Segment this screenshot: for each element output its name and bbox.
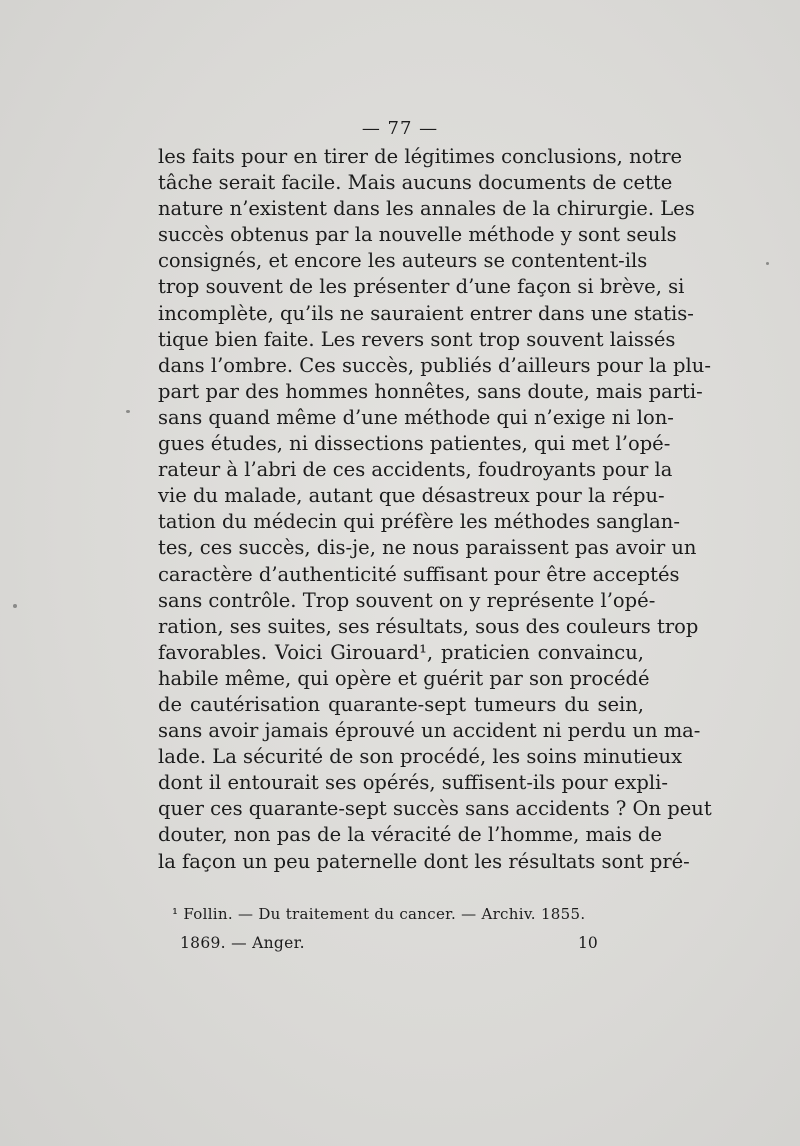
text-line: douter, non pas de la véracité de l’homme, mais de: [158, 823, 663, 847]
text-line: de cautérisation quarante-sept tumeurs du sein,: [158, 692, 644, 716]
text-line: incomplète, qu’ils ne sauraient entrer dans une statis-: [158, 301, 694, 325]
text-line: la façon un peu paternelle dont les résultats sont pré-: [158, 849, 690, 873]
text-line: trop souvent de les présenter d’une façon si brève, si: [158, 275, 685, 299]
text-line: sans contrôle. Trop souvent on y représente l’opé-: [158, 588, 656, 612]
paper-speck: [126, 410, 130, 413]
text-line: lade. La sécurité de son procédé, les soins minutieux: [158, 745, 683, 769]
page-number: — 77 —: [361, 118, 439, 139]
text-line: vie du malade, autant que désastreux pour la répu-: [158, 484, 665, 508]
text-line: sans quand même d’une méthode qui n’exige ni lon-: [158, 405, 674, 429]
text-line: tation du médecin qui préfère les méthodes sanglan-: [158, 510, 680, 534]
text-line: favorables. Voici Girouard¹, praticien convaincu,: [158, 640, 644, 664]
text-line: gues études, ni dissections patientes, qui met l’opé-: [158, 432, 671, 456]
text-line: part par des hommes honnêtes, sans doute, mais parti-: [158, 379, 703, 403]
footnote: ¹ Follin. — Du traitement du cancer. — Archiv. 1855.: [172, 905, 586, 923]
paper-speck: [13, 604, 17, 608]
body-text: [158, 144, 712, 875]
text-line: habile même, qui opère et guérit par son procédé: [158, 666, 650, 690]
signature-number: 10: [578, 934, 598, 952]
text-line: rateur à l’abri de ces accidents, foudroyants pour la: [158, 458, 673, 482]
text-line: succès obtenus par la nouvelle méthode y sont seuls: [158, 223, 677, 247]
text-line: caractère d’authenticité suffisant pour être acceptés: [158, 562, 680, 586]
text-line: tes, ces succès, dis-je, ne nous paraissent pas avoir un: [158, 536, 697, 560]
text-line: quer ces quarante-sept succès sans accidents ? On peut: [158, 797, 712, 821]
paper-speck: [766, 262, 769, 265]
text-line: les faits pour en tirer de légitimes conclusions, notre: [158, 145, 683, 168]
text-line: sans avoir jamais éprouvé un accident ni perdu un ma-: [158, 719, 701, 743]
text-line: consignés, et encore les auteurs se contentent-ils: [158, 249, 648, 273]
signature-mark: 1869. — Anger.: [180, 934, 305, 952]
text-line: tique bien faite. Les revers sont trop souvent laissés: [158, 327, 676, 351]
text-line: dont il entourait ses opérés, suffisent-ils pour expli-: [158, 771, 668, 795]
text-line: ration, ses suites, ses résultats, sous des couleurs trop: [158, 614, 699, 638]
text-line: nature n’existent dans les annales de la chirurgie. Les: [158, 197, 695, 221]
text-line: tâche serait facile. Mais aucuns documents de cette: [158, 171, 673, 195]
text-line: dans l’ombre. Ces succès, publiés d’ailleurs pour la plu-: [158, 353, 711, 377]
